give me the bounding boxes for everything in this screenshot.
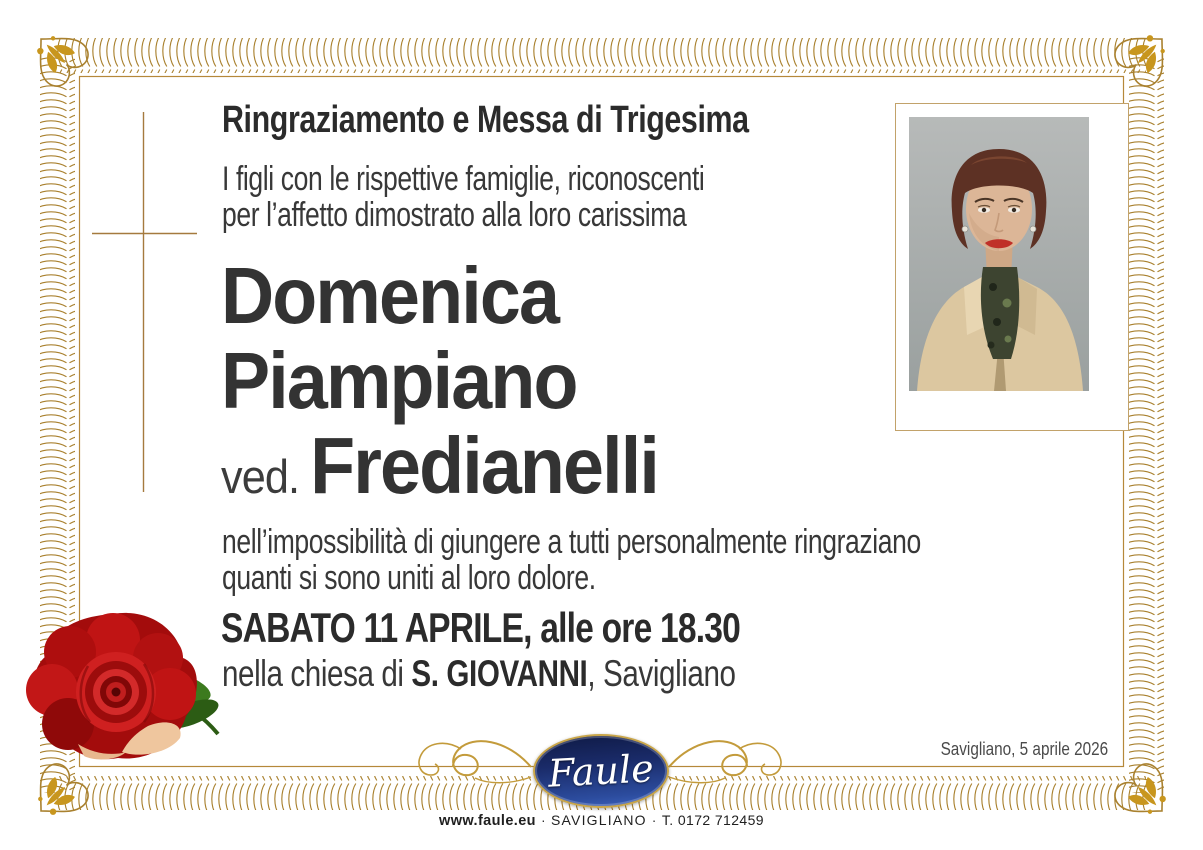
thanks-line-1: nell’impossibilità di giungere a tutti personalmente ringraziano xyxy=(222,523,921,561)
footer-city: SAVIGLIANO xyxy=(551,812,647,828)
swirl-flourish-left-icon xyxy=(415,737,533,789)
widow-prefix: ved. xyxy=(221,450,300,503)
border-band-right xyxy=(1129,57,1164,793)
deceased-surname-married-line xyxy=(221,421,658,510)
intro-line-2: per l’affetto dimostrato alla loro carissima xyxy=(222,196,687,234)
thanks-line-2: quanti si sono uniti al loro dolore. xyxy=(222,559,596,597)
swirl-flourish-right-icon xyxy=(667,737,785,789)
location-suffix: , Savigliano xyxy=(587,653,736,694)
footer-phone: T. 0172 712459 xyxy=(661,812,764,828)
place-date-line: Savigliano, 5 aprile 2026 xyxy=(940,739,1108,759)
ceremony-location xyxy=(222,653,736,695)
church-name: S. GIOVANNI xyxy=(411,653,588,694)
footer-contact-line xyxy=(0,812,1203,829)
footer-separator: · xyxy=(651,812,657,828)
portrait-of-deceased xyxy=(909,117,1089,391)
faule-logo xyxy=(533,734,669,808)
footer-separator: · xyxy=(540,812,546,828)
cross-icon xyxy=(92,112,197,492)
faule-logo-text: Faule xyxy=(547,746,655,796)
ceremony-datetime: SABATO 11 APRILE, alle ore 18.30 xyxy=(221,604,741,651)
deceased-surname-birth: Piampiano xyxy=(221,336,577,425)
deceased-surname-married: Fredianelli xyxy=(310,421,658,510)
footer-website: www.faule.eu xyxy=(439,813,536,829)
location-prefix: nella chiesa di xyxy=(222,653,412,694)
page-title: Ringraziamento e Messa di Trigesima xyxy=(222,99,749,141)
rose-image xyxy=(18,606,233,768)
portrait-photo xyxy=(895,103,1129,431)
deceased-first-name: Domenica xyxy=(221,251,559,340)
intro-line-1: I figli con le rispettive famiglie, riconoscenti xyxy=(222,160,705,198)
border-band-top xyxy=(57,38,1146,73)
